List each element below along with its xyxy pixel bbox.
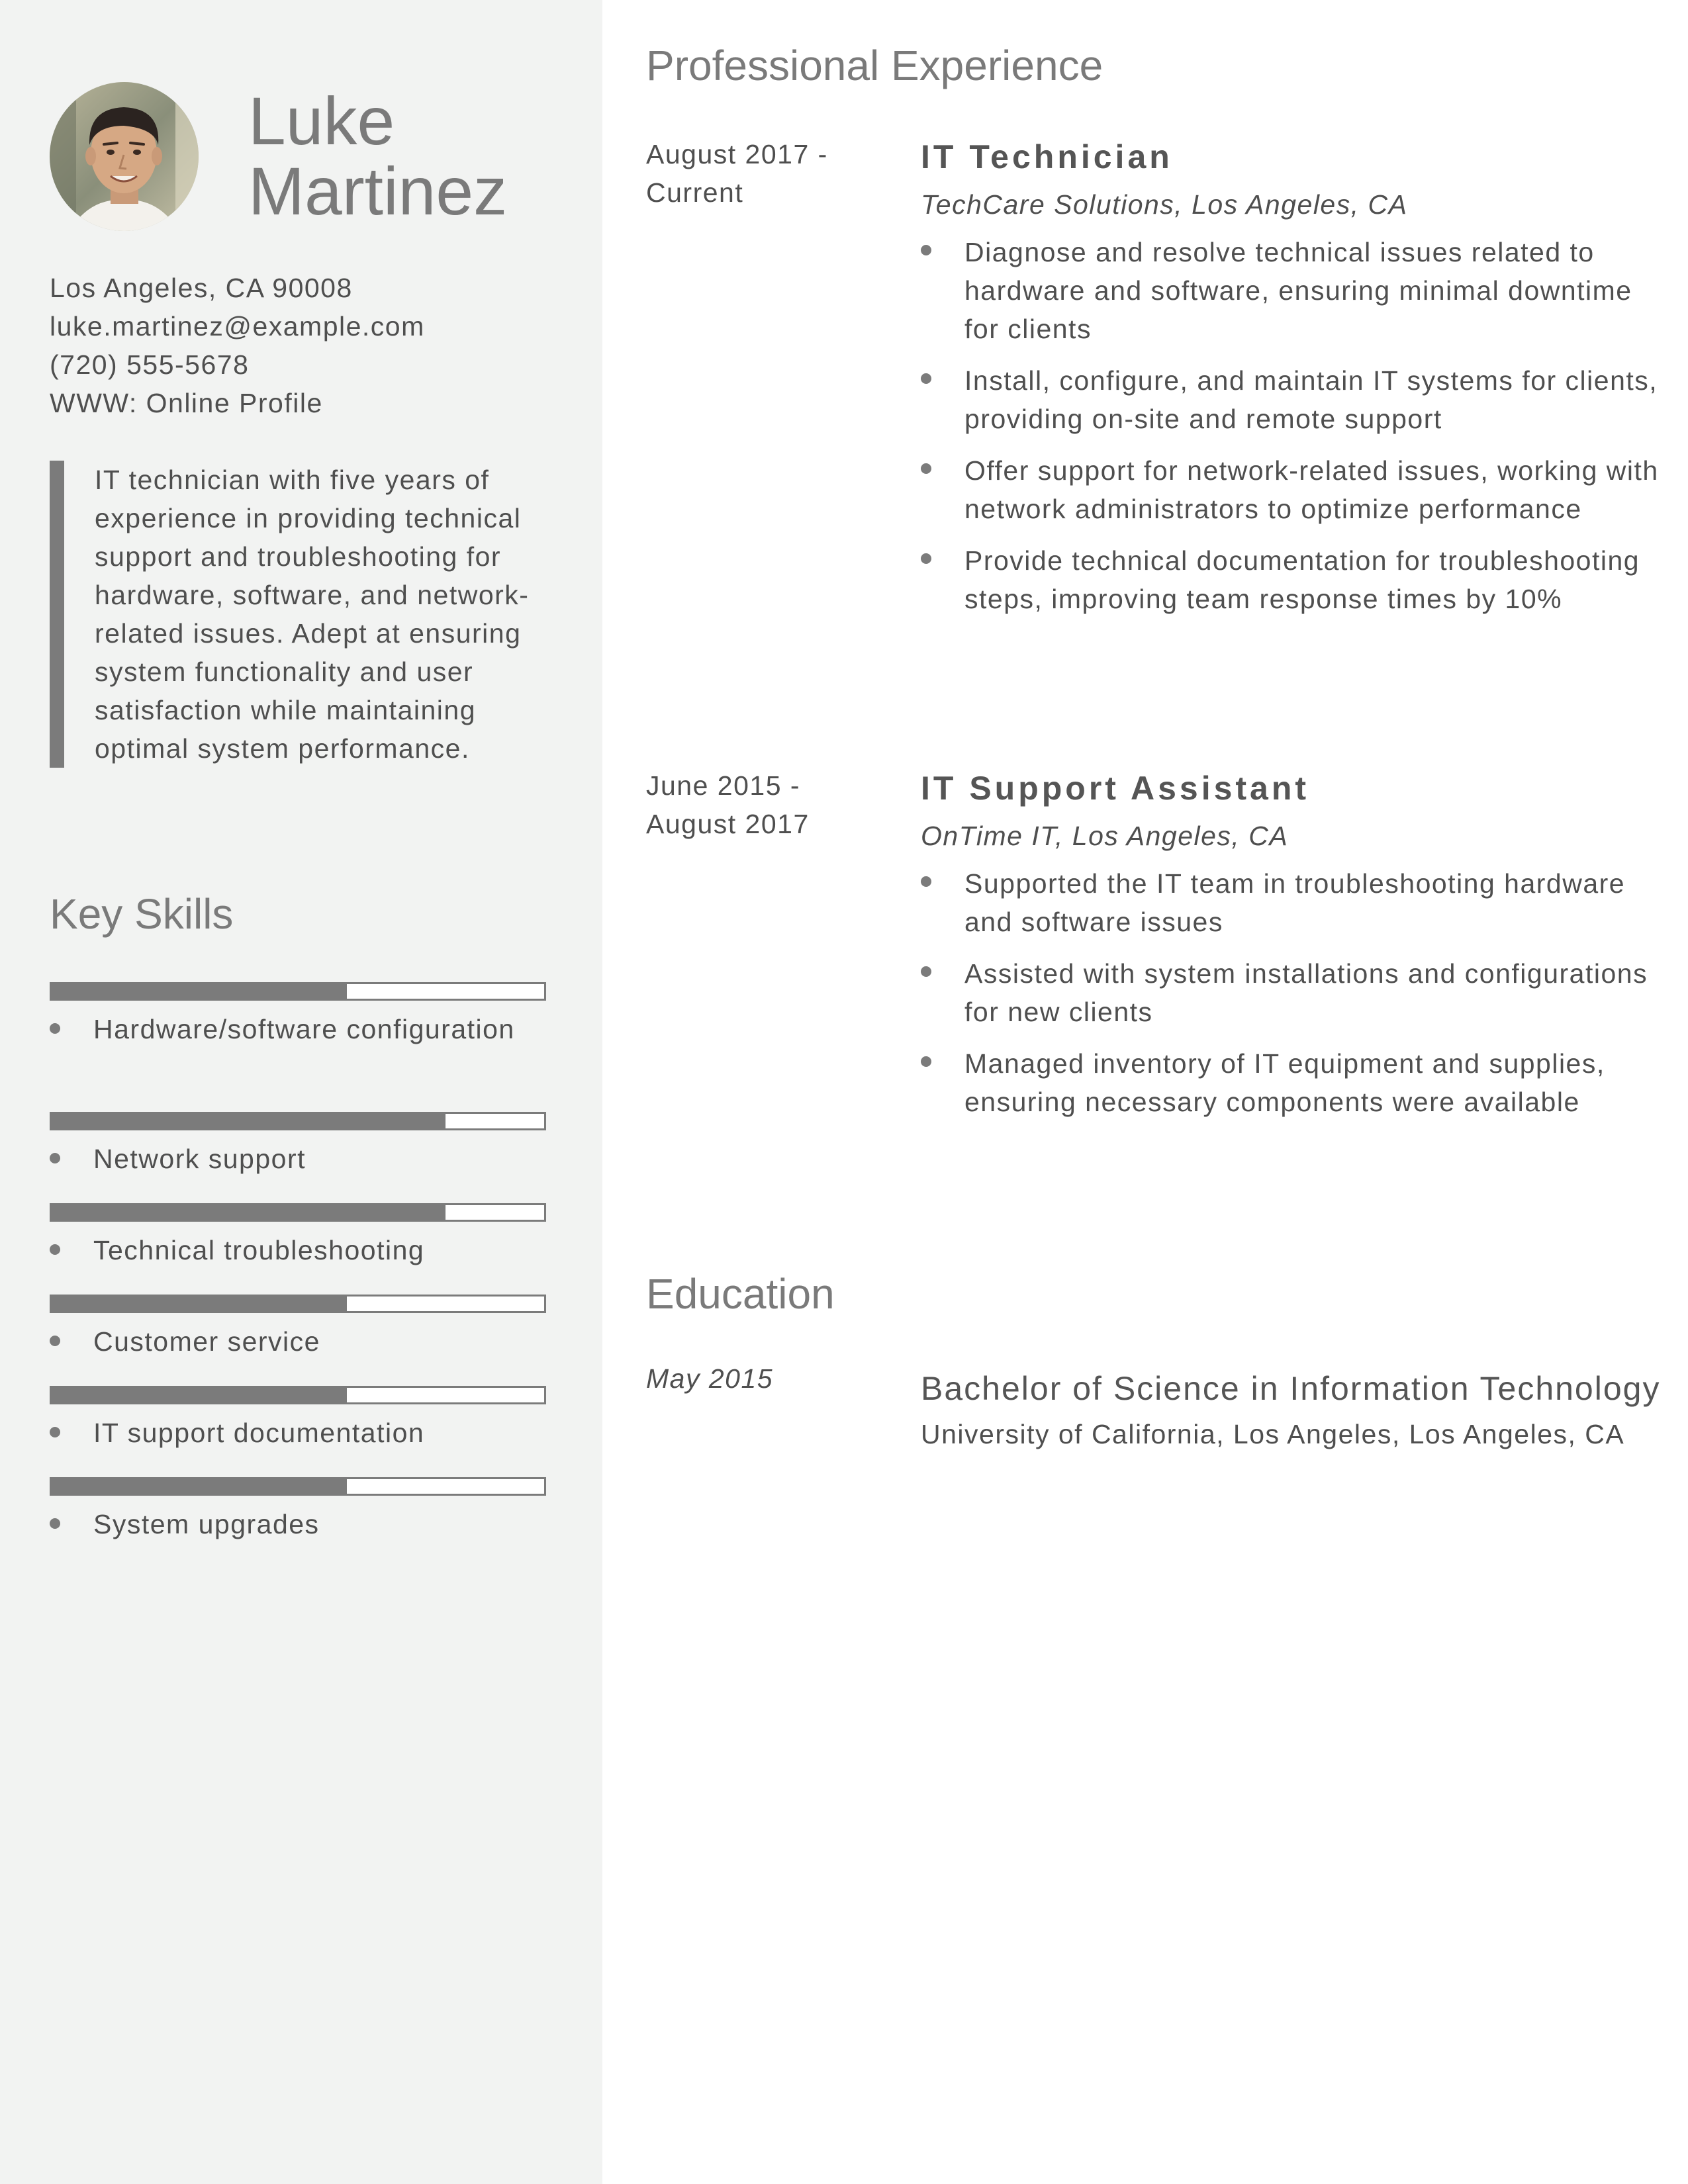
bullet-icon	[50, 1518, 60, 1529]
bullet-icon	[50, 1427, 60, 1437]
phone: (720) 555-5678	[50, 349, 250, 380]
list-item	[921, 541, 1662, 618]
education-school: University of California, Los Angeles, Los Angeles, CA	[921, 1419, 1625, 1449]
education-degree: Bachelor of Science in Information Technology	[921, 1370, 1661, 1407]
skill-bar	[50, 1295, 546, 1313]
skill-label-wrap	[50, 1505, 546, 1543]
email[interactable]: luke.martinez@example.com	[50, 311, 425, 341]
bullet-icon	[921, 463, 931, 474]
sidebar	[0, 0, 602, 2184]
job-title: IT Support Assistant	[921, 770, 1310, 807]
skill-item	[50, 982, 546, 1112]
skill-label-wrap	[50, 1414, 546, 1452]
first-name: Luke	[248, 83, 395, 159]
avatar	[50, 82, 199, 231]
job-details	[921, 766, 1662, 1134]
skill-item	[50, 1112, 546, 1203]
bullet-icon	[50, 1023, 60, 1034]
bullet-icon	[921, 373, 931, 384]
experience-heading: Professional Experience	[646, 42, 1103, 89]
skill-label: Network support	[93, 1144, 306, 1174]
last-name: Martinez	[248, 154, 508, 229]
address: Los Angeles, CA 90008	[50, 273, 353, 303]
job-company: TechCare Solutions, Los Angeles, CA	[921, 189, 1408, 220]
bullet-text: Provide technical documentation for troubleshooting steps, improving team response times by 10%	[964, 545, 1640, 614]
bullet-icon	[50, 1336, 60, 1346]
bullet-text: Managed inventory of IT equipment and supplies, ensuring necessary components were available	[964, 1048, 1605, 1117]
skill-label: Technical troubleshooting	[93, 1235, 425, 1265]
skills-list	[50, 982, 546, 1569]
bullet-text: Install, configure, and maintain IT systems for clients, providing on-site and remote support	[964, 365, 1658, 434]
list-item	[921, 864, 1662, 941]
bullet-text: Diagnose and resolve technical issues related to hardware and software, ensuring minimal downtime for clients	[964, 237, 1632, 344]
bullet-icon	[50, 1153, 60, 1163]
skill-label: Customer service	[93, 1326, 320, 1357]
education-details	[921, 1363, 1662, 1453]
job-date: June 2015 - August 2017	[646, 770, 810, 839]
bullet-icon	[921, 245, 931, 255]
skill-bar	[50, 1203, 546, 1222]
contact-info	[50, 269, 579, 422]
job-bullets	[921, 864, 1662, 1121]
skill-bar	[50, 1477, 546, 1496]
job-company: OnTime IT, Los Angeles, CA	[921, 821, 1289, 851]
skill-item	[50, 1295, 546, 1386]
skill-label: System upgrades	[93, 1509, 320, 1539]
bullet-icon	[921, 553, 931, 564]
candidate-name	[248, 83, 592, 229]
website-link[interactable]: WWW: Online Profile	[50, 388, 323, 418]
skill-bar-fill	[52, 984, 347, 999]
profile-photo	[50, 82, 199, 231]
skill-bar-fill	[52, 1114, 445, 1128]
job-bullets	[921, 233, 1662, 618]
skill-bar-fill	[52, 1479, 347, 1494]
skill-label-wrap	[50, 1140, 546, 1178]
job-title: IT Technician	[921, 138, 1173, 175]
list-item	[921, 954, 1662, 1031]
bullet-text: Offer support for network-related issues, working with network administrators to optimize performance	[964, 455, 1659, 524]
skill-label-wrap	[50, 1231, 546, 1269]
skill-label: Hardware/software configuration	[93, 1014, 515, 1044]
education-date: May 2015	[646, 1363, 774, 1394]
skill-label-wrap	[50, 1010, 546, 1048]
main-content	[602, 0, 1688, 2184]
skill-bar-fill	[52, 1388, 347, 1402]
bullet-icon	[921, 1056, 931, 1067]
skill-bar-fill	[52, 1297, 347, 1311]
job-date: August 2017 - Current	[646, 139, 828, 208]
skills-heading: Key Skills	[50, 890, 234, 938]
bullet-icon	[50, 1244, 60, 1255]
skill-label: IT support documentation	[93, 1418, 425, 1448]
job-details	[921, 135, 1662, 631]
bullet-icon	[921, 966, 931, 977]
skill-bar-fill	[52, 1205, 445, 1220]
list-item	[921, 451, 1662, 528]
list-item	[921, 361, 1662, 438]
skill-bar	[50, 1386, 546, 1404]
summary: IT technician with five years of experience in providing technical support and troubleshooting for hardware, software, and network-related issues. Adept at ensuring system functionality and user satisfaction while maintaining optimal system performance.	[50, 461, 571, 768]
bullet-text: Supported the IT team in troubleshooting hardware and software issues	[964, 868, 1626, 937]
skill-item	[50, 1386, 546, 1477]
skill-label-wrap	[50, 1322, 546, 1361]
skill-item	[50, 1203, 546, 1295]
bullet-icon	[921, 876, 931, 887]
skill-item	[50, 1477, 546, 1569]
skill-bar	[50, 982, 546, 1001]
list-item	[921, 1044, 1662, 1121]
bullet-text: Assisted with system installations and configurations for new clients	[964, 958, 1648, 1027]
education-heading: Education	[646, 1270, 835, 1318]
list-item	[921, 233, 1662, 348]
skill-bar	[50, 1112, 546, 1130]
